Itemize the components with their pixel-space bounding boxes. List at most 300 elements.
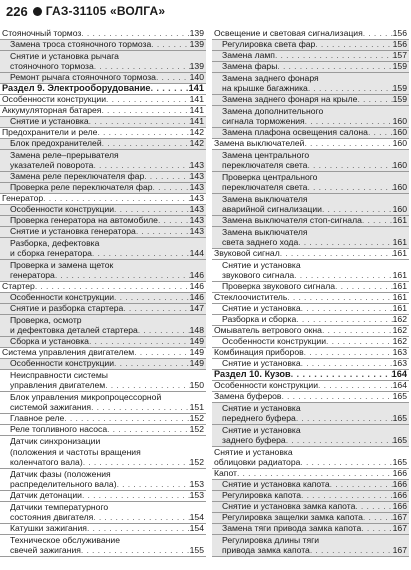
toc-entry-page: 151: [189, 403, 204, 412]
toc-entry: [212, 392, 409, 403]
toc-entry-title: Неисправности системы: [10, 370, 108, 380]
toc-entry-title: Генератор: [2, 194, 44, 203]
dot-leader: [107, 425, 190, 435]
dot-leader: [300, 458, 392, 468]
toc-entry-title: Блок управления микропроцессорной: [10, 392, 162, 402]
toc-entry: [0, 414, 206, 425]
dot-leader: [322, 326, 393, 336]
toc-entry: [212, 458, 409, 469]
dot-leader: [64, 414, 189, 424]
dot-leader: [363, 29, 393, 39]
toc-entry: [0, 161, 206, 172]
toc-entry-page: 166: [392, 491, 407, 500]
toc-entry-title: Блок предохранителей: [10, 139, 102, 148]
toc-entry: [0, 491, 206, 502]
page-header: [6, 2, 165, 20]
toc-entry-title: Замена троса стояночного тормоза: [10, 40, 152, 49]
book-title: ГАЗ-31105 «ВОЛГА»: [45, 4, 166, 18]
toc-entry-title: Стояночный тормоз: [2, 29, 82, 38]
toc-entry-title: Комбинация приборов: [214, 348, 304, 357]
toc-entry: [212, 535, 409, 546]
dot-leader: [277, 62, 392, 72]
toc-entry: [212, 359, 409, 370]
toc-entry-title: Снятие и установка рычага: [10, 51, 119, 61]
toc-entry: [212, 502, 409, 513]
toc-entry: [212, 84, 409, 95]
dot-leader: [304, 139, 392, 149]
dot-leader: [97, 128, 189, 138]
toc-entry: [0, 359, 206, 370]
toc-entry-title: Особенности конструкции: [222, 337, 327, 346]
toc-entry: [212, 546, 409, 557]
toc-entry: [212, 293, 409, 304]
toc-entry: [212, 304, 409, 315]
toc-entry-title: распределительного вала): [10, 480, 117, 489]
toc-entry-page: 165: [392, 414, 407, 423]
toc-entry-page: 152: [189, 425, 204, 434]
dot-leader: [287, 293, 392, 303]
toc-entry-title: Предохранители и реле: [2, 128, 98, 137]
dot-leader: [83, 458, 190, 468]
toc-entry-title: Стеклоочиститель: [214, 293, 288, 302]
toc-entry: [212, 29, 409, 40]
toc-entry-title: Сборка и установка: [10, 337, 89, 346]
dot-leader: [114, 293, 190, 303]
toc-entry-page: 164: [391, 370, 407, 379]
dot-leader: [326, 337, 393, 347]
dot-leader: [93, 161, 189, 171]
toc-entry-title: Проверка, осмотр: [10, 315, 82, 325]
toc-entry: [0, 73, 206, 84]
toc-entry-title: звукового сигнала: [222, 271, 295, 280]
toc-entry-page: 152: [189, 414, 204, 423]
toc-entry-page: 161: [392, 293, 407, 302]
toc-entry: [0, 183, 206, 194]
toc-entry: [0, 480, 206, 491]
toc-entry-title: переднего буфера: [222, 414, 296, 423]
dot-leader: [286, 436, 393, 446]
toc-entry-title: Замена дополнительного: [222, 106, 324, 116]
toc-entry-page: 141: [188, 84, 204, 93]
dot-leader: [102, 139, 190, 149]
dot-leader: [106, 95, 190, 105]
toc-left-column: [0, 29, 206, 557]
toc-entry-title: состояния двигателя: [10, 513, 94, 522]
toc-entry-title: Звуковой сигнал: [214, 249, 280, 258]
toc-entry-page: 161: [392, 216, 407, 225]
toc-entry-page: 139: [189, 40, 204, 49]
toc-entry-title: Замена центрального: [222, 150, 310, 160]
toc-entry: [0, 469, 206, 480]
toc-entry-title: Датчик детонации: [10, 491, 82, 500]
toc-entry: [212, 271, 409, 282]
toc-entry-title: стояночного тормоза: [10, 62, 94, 71]
toc-entry: [212, 183, 409, 194]
dot-leader: [43, 194, 190, 204]
toc-entry-title: Проверка реле переключателя фар: [10, 183, 153, 192]
toc-entry-page: 156: [392, 29, 407, 38]
toc-entry-page: 166: [392, 469, 407, 478]
toc-entry: [0, 40, 206, 51]
toc-entry-page: 139: [189, 62, 204, 71]
toc-entry: [212, 414, 409, 425]
toc-entry-title: Регулировка света фар: [222, 40, 316, 49]
toc-entry: [0, 304, 206, 315]
toc-entry-title: Особенности конструкции: [214, 381, 319, 390]
toc-entry-title: Снятие и установка: [222, 359, 301, 368]
toc-entry-title: Замена выключателя стоп-сигнала: [222, 216, 362, 225]
toc-entry-page: 153: [189, 491, 204, 500]
toc-entry-title: переключателя света: [222, 161, 308, 170]
toc-entry: [0, 425, 206, 436]
toc-entry-page: 156: [392, 40, 407, 49]
toc-entry-page: 143: [189, 194, 204, 203]
dot-leader: [150, 84, 188, 94]
dot-leader: [105, 381, 189, 391]
toc-entry-title: Снятие и установка: [222, 403, 301, 413]
toc-entry-title: (положения и частоты вращения: [10, 447, 141, 457]
toc-entry: [0, 205, 206, 216]
toc-entry-page: 150: [189, 381, 204, 390]
toc-entry: [212, 117, 409, 128]
toc-entry-title: Снятие и установка замка капота: [222, 502, 356, 511]
toc-entry: [0, 370, 206, 381]
toc-entry-page: 160: [392, 205, 407, 214]
toc-entry-title: Замена тяги привода замка капота: [222, 524, 362, 533]
toc-entry: [0, 546, 206, 557]
toc-entry: [212, 150, 409, 161]
toc-entry-title: Раздел 10. Кузов: [214, 370, 291, 379]
toc-entry: [212, 40, 409, 51]
dot-leader: [315, 40, 392, 50]
dot-leader: [138, 326, 190, 336]
dot-leader: [91, 403, 190, 413]
dot-leader: [304, 348, 393, 358]
dot-leader: [92, 249, 190, 259]
toc-entry-page: 159: [392, 84, 407, 93]
dot-leader: [318, 381, 393, 391]
toc-entry-title: Замена реле–прерывателя: [10, 150, 119, 160]
toc-entry: [0, 348, 206, 359]
toc-entry-page: 161: [392, 304, 407, 313]
dot-leader: [93, 513, 189, 523]
toc-entry-page: 155: [189, 546, 204, 555]
dot-leader: [296, 414, 393, 424]
toc-entry: [0, 150, 206, 161]
dot-leader: [156, 73, 190, 83]
dot-leader: [307, 161, 392, 171]
toc-entry: [212, 139, 409, 150]
toc-entry-title: Замена буферов: [214, 392, 282, 401]
toc-entry-title: аварийной сигнализации: [222, 205, 322, 214]
toc-entry-title: Капот: [214, 469, 237, 478]
dot-leader: [275, 51, 393, 61]
toc-entry: [212, 161, 409, 172]
toc-entry-page: 141: [189, 106, 204, 115]
toc-entry-page: 161: [392, 271, 407, 280]
toc-entry-page: 142: [189, 139, 204, 148]
toc-entry-title: Регулировка капота: [222, 491, 302, 500]
dot-leader: [301, 304, 393, 314]
toc-entry-page: 159: [392, 95, 407, 104]
toc-entry: [0, 315, 206, 326]
toc-entry-title: Проверка звукового сигнала: [222, 282, 336, 291]
toc-entry-title: облицовки радиатора: [214, 458, 301, 467]
toc-entry: [212, 106, 409, 117]
toc-entry-page: 154: [189, 513, 204, 522]
toc-entry-title: свечей зажигания: [10, 546, 81, 555]
toc-entry-page: 154: [189, 524, 204, 533]
toc-entry-page: 153: [189, 480, 204, 489]
toc-entry-page: 165: [392, 458, 407, 467]
toc-entry: [0, 117, 206, 128]
dot-leader: [310, 546, 393, 556]
toc-entry-title: Проверка и замена щеток: [10, 260, 114, 270]
toc-entry-page: 147: [189, 304, 204, 313]
toc-entry: [212, 491, 409, 502]
toc-entry: [0, 128, 206, 139]
dot-leader: [357, 95, 392, 105]
toc-entry-page: 143: [189, 183, 204, 192]
dot-leader: [308, 84, 393, 94]
dot-leader: [94, 62, 190, 72]
toc-entry-page: 143: [189, 205, 204, 214]
dot-leader: [305, 117, 393, 127]
toc-entry-title: Замена выключателей: [214, 139, 305, 148]
toc-entry-page: 149: [189, 359, 204, 368]
toc-entry: [0, 62, 206, 73]
toc-entry-page: 162: [392, 337, 407, 346]
toc-entry: [212, 447, 409, 458]
dot-leader: [280, 249, 393, 259]
dot-leader: [81, 29, 189, 39]
toc-entry: [212, 51, 409, 62]
toc-entry: [0, 502, 206, 513]
toc-entry-page: 161: [392, 249, 407, 258]
dot-leader: [89, 117, 190, 127]
toc-entry-title: Особенности конструкции: [10, 293, 115, 302]
toc-entry: [0, 458, 206, 469]
dot-leader: [330, 480, 393, 490]
toc-entry-title: Снятие и установка: [222, 425, 301, 435]
dot-leader: [89, 337, 190, 347]
toc-entry: [0, 524, 206, 535]
dot-leader: [355, 502, 392, 512]
toc-entry: [0, 436, 206, 447]
dot-leader: [158, 216, 190, 226]
toc-entry: [0, 392, 206, 403]
toc-entry-page: 146: [189, 293, 204, 302]
toc-entry: [0, 337, 206, 348]
dot-leader: [301, 491, 393, 501]
toc-entry-page: 160: [392, 139, 407, 148]
toc-entry: [212, 172, 409, 183]
dot-leader: [237, 469, 393, 479]
toc-entry: [212, 194, 409, 205]
toc-entry: [0, 95, 206, 106]
toc-entry-title: сигнала торможения: [222, 117, 305, 126]
toc-entry-title: Снятие и установка: [222, 260, 301, 270]
toc-entry: [0, 326, 206, 337]
toc-entry-page: 149: [189, 337, 204, 346]
toc-entry-title: Проверка центрального: [222, 172, 318, 182]
toc-entry: [0, 51, 206, 62]
toc-entry-title: Замена заднего фонаря на крыле: [222, 95, 358, 104]
toc-entry: [0, 293, 206, 304]
dot-leader: [281, 392, 392, 402]
dot-leader: [101, 106, 189, 116]
toc-entry-page: 165: [392, 436, 407, 445]
toc-entry-title: Аккумуляторная батарея: [2, 106, 102, 115]
toc-entry: [212, 524, 409, 535]
toc-entry-title: Реле топливного насоса: [10, 425, 108, 434]
dot-leader: [117, 480, 190, 490]
toc-entry-page: 141: [189, 95, 204, 104]
dot-leader: [363, 513, 393, 523]
dot-leader: [298, 238, 392, 248]
toc-section-heading: [0, 84, 206, 95]
dot-leader: [136, 227, 190, 237]
toc-entry: [212, 62, 409, 73]
toc-entry-page: 167: [392, 524, 407, 533]
toc-entry: [0, 238, 206, 249]
dot-leader: [55, 271, 190, 281]
toc-entry-title: Датчики температурного: [10, 502, 109, 512]
dot-leader: [322, 205, 393, 215]
toc-entry-title: и дефектовка деталей стартера: [10, 326, 138, 335]
toc-entry: [0, 194, 206, 205]
toc-entry-page: 160: [392, 161, 407, 170]
toc-entry-title: Катушки зажигания: [10, 524, 87, 533]
toc-entry-page: 148: [189, 326, 204, 335]
toc-entry-page: 143: [189, 161, 204, 170]
toc-entry: [212, 282, 409, 293]
toc-entry-page: 162: [392, 326, 407, 335]
dot-leader: [114, 359, 190, 369]
toc-entry: [212, 436, 409, 447]
toc-entry: [0, 139, 206, 150]
toc-entry: [212, 238, 409, 249]
toc-entry: [212, 513, 409, 524]
toc-entry-page: 149: [189, 348, 204, 357]
toc-entry-page: 143: [189, 172, 204, 181]
dot-leader: [35, 282, 190, 292]
dot-leader: [301, 359, 393, 369]
toc-entry: [0, 535, 206, 546]
toc-entry-title: Снятие и установка: [222, 304, 301, 313]
dot-leader: [362, 216, 393, 226]
toc-entry-page: 160: [392, 183, 407, 192]
toc-entry-title: заднего буфера: [222, 436, 286, 445]
toc-entry: [0, 403, 206, 414]
toc-entry: [0, 282, 206, 293]
toc-entry: [212, 73, 409, 84]
toc-entry-page: 161: [392, 238, 407, 247]
toc-entry-title: на крышке багажника: [222, 84, 308, 93]
toc-entry: [212, 403, 409, 414]
toc-entry-page: 166: [392, 480, 407, 489]
toc-entry-page: 162: [392, 315, 407, 324]
dot-leader: [151, 40, 189, 50]
toc-entry: [0, 249, 206, 260]
toc-entry-page: 164: [392, 381, 407, 390]
toc-entry: [212, 425, 409, 436]
toc-entry-title: Снятие и установка генератора: [10, 227, 136, 236]
dot-leader: [144, 172, 189, 182]
toc-entry: [0, 260, 206, 271]
dot-leader: [82, 491, 190, 501]
toc-entry-title: системой зажигания: [10, 403, 92, 412]
toc-entry-title: Снятие и разборка стартера: [10, 304, 124, 313]
dot-leader: [134, 348, 189, 358]
toc-entry-page: 159: [392, 62, 407, 71]
toc-entry: [0, 447, 206, 458]
toc-section-heading: [212, 370, 409, 381]
toc-entry-title: Особенности конструкции: [10, 359, 115, 368]
toc-entry-title: Омыватель ветрового окна: [214, 326, 322, 335]
toc-entry-title: указателей поворота: [10, 161, 94, 170]
toc-entry-title: коленчатого вала): [10, 458, 83, 467]
dot-leader: [368, 128, 393, 138]
toc-entry: [212, 337, 409, 348]
page-number: 226: [6, 3, 28, 19]
toc-entry-page: 157: [392, 51, 407, 60]
toc-entry-title: Разборка, дефектовка: [10, 238, 100, 248]
toc-entry-title: Снятие и установка: [214, 447, 293, 457]
toc-entry-page: 146: [189, 282, 204, 291]
toc-entry-title: света заднего хода: [222, 238, 299, 247]
toc-entry: [212, 348, 409, 359]
toc-entry: [0, 106, 206, 117]
dot-leader: [114, 205, 190, 215]
toc-entry-page: 139: [189, 29, 204, 38]
toc-entry-title: переключателя света: [222, 183, 308, 192]
toc-entry-page: 140: [189, 73, 204, 82]
toc-entry-title: Замена плафона освещения салона: [222, 128, 368, 137]
toc-entry: [212, 249, 409, 260]
toc-entry-title: Разборка и сборка: [222, 315, 297, 324]
toc-entry: [0, 271, 206, 282]
toc-entry: [0, 216, 206, 227]
dot-leader: [153, 183, 190, 193]
toc-entry-title: Особенности конструкции: [10, 205, 115, 214]
toc-entry-title: Проверка генератора на автомобиле: [10, 216, 158, 225]
toc-entry-page: 160: [392, 128, 407, 137]
dot-leader: [296, 315, 392, 325]
dot-leader: [335, 282, 393, 292]
toc-entry-page: 142: [189, 128, 204, 137]
toc-entry-page: 163: [392, 359, 407, 368]
toc-entry-page: 160: [392, 117, 407, 126]
toc-entry-page: 152: [189, 458, 204, 467]
dot-leader: [361, 524, 392, 534]
toc-entry-title: Снятие и установка капота: [222, 480, 330, 489]
dot-leader: [123, 304, 189, 314]
toc-entry-page: 161: [392, 282, 407, 291]
dot-leader: [307, 183, 392, 193]
toc-entry: [0, 381, 206, 392]
toc-entry: [212, 95, 409, 106]
toc-entry-title: Датчик фазы (положения: [10, 469, 111, 479]
toc-entry: [212, 216, 409, 227]
toc-entry-page: 167: [392, 513, 407, 522]
toc-entry-page: 167: [392, 546, 407, 555]
toc-entry-title: Замена заднего фонаря: [222, 73, 319, 83]
toc-entry: [0, 513, 206, 524]
toc-entry-title: Главное реле: [10, 414, 65, 423]
toc-entry: [0, 172, 206, 183]
toc-entry-title: генератора: [10, 271, 55, 280]
